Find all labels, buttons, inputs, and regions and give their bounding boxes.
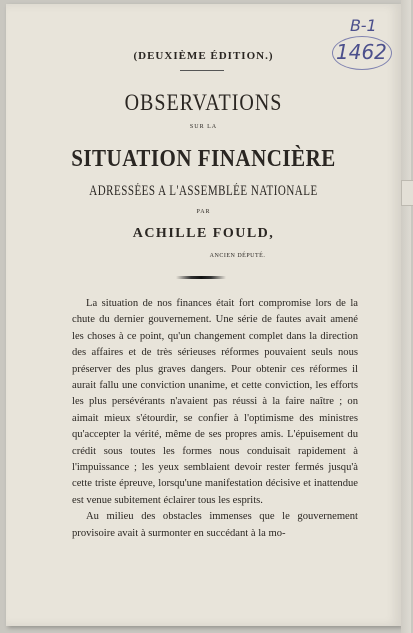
paragraph-1: La situation de nos finances était fort compromise lors de la chute du dernier gouvernement. Une série de fautes avait amené les choses à ce point, qu'un changement complet dans la direction des affaires et de très sérieuses réformes pouvaient seuls nous préserver des plus graves dangers. Pour obtenir ces réformes il aurait fallu une conviction unanime, et cette conviction, les efforts les plus persévérants n'avaient pas réussi à la faire naître ; on aimait mieux s'étourdir, se confier à l'optimisme des ministres qu'accepter la vérité, même de ses propres amis. L'épuisement du crédit sous toutes les formes nous conduisait rapidement à l'impuissance ; les yeux semblaient devoir rester fermés jusqu'à cette triste épreuve, lorsqu'une manifestation décisive et inattendue est venue subitement éclairer tous les esprits. [72, 298, 358, 506]
paragraph-2: Au milieu des obstacles immenses que le gouvernement provisoire avait à surmonter en succédant à la mo- [72, 511, 358, 539]
author-title: ANCIEN DÉPUTÉ. [209, 253, 266, 259]
by-label: PAR [196, 209, 211, 215]
ornament-divider [176, 276, 226, 279]
title-top: OBSERVATIONS [124, 90, 283, 116]
header-rule [180, 70, 224, 71]
body-text [72, 296, 358, 542]
title-addressees: ADRESSÉES A L'ASSEMBLÉE NATIONALE [89, 183, 318, 199]
paper-tab [401, 180, 413, 206]
title-connector: SUR LA [189, 124, 218, 130]
title-main: SITUATION FINANCIÈRE [71, 144, 336, 172]
library-stamp [330, 14, 396, 76]
edition-label: (DEUXIÈME ÉDITION.) [133, 50, 274, 62]
author-name: ACHILLE FOULD, [132, 226, 275, 241]
stamp-line1: B-1 [350, 16, 377, 35]
stamp-line2: 1462 [336, 40, 387, 64]
page-edge [401, 0, 411, 633]
